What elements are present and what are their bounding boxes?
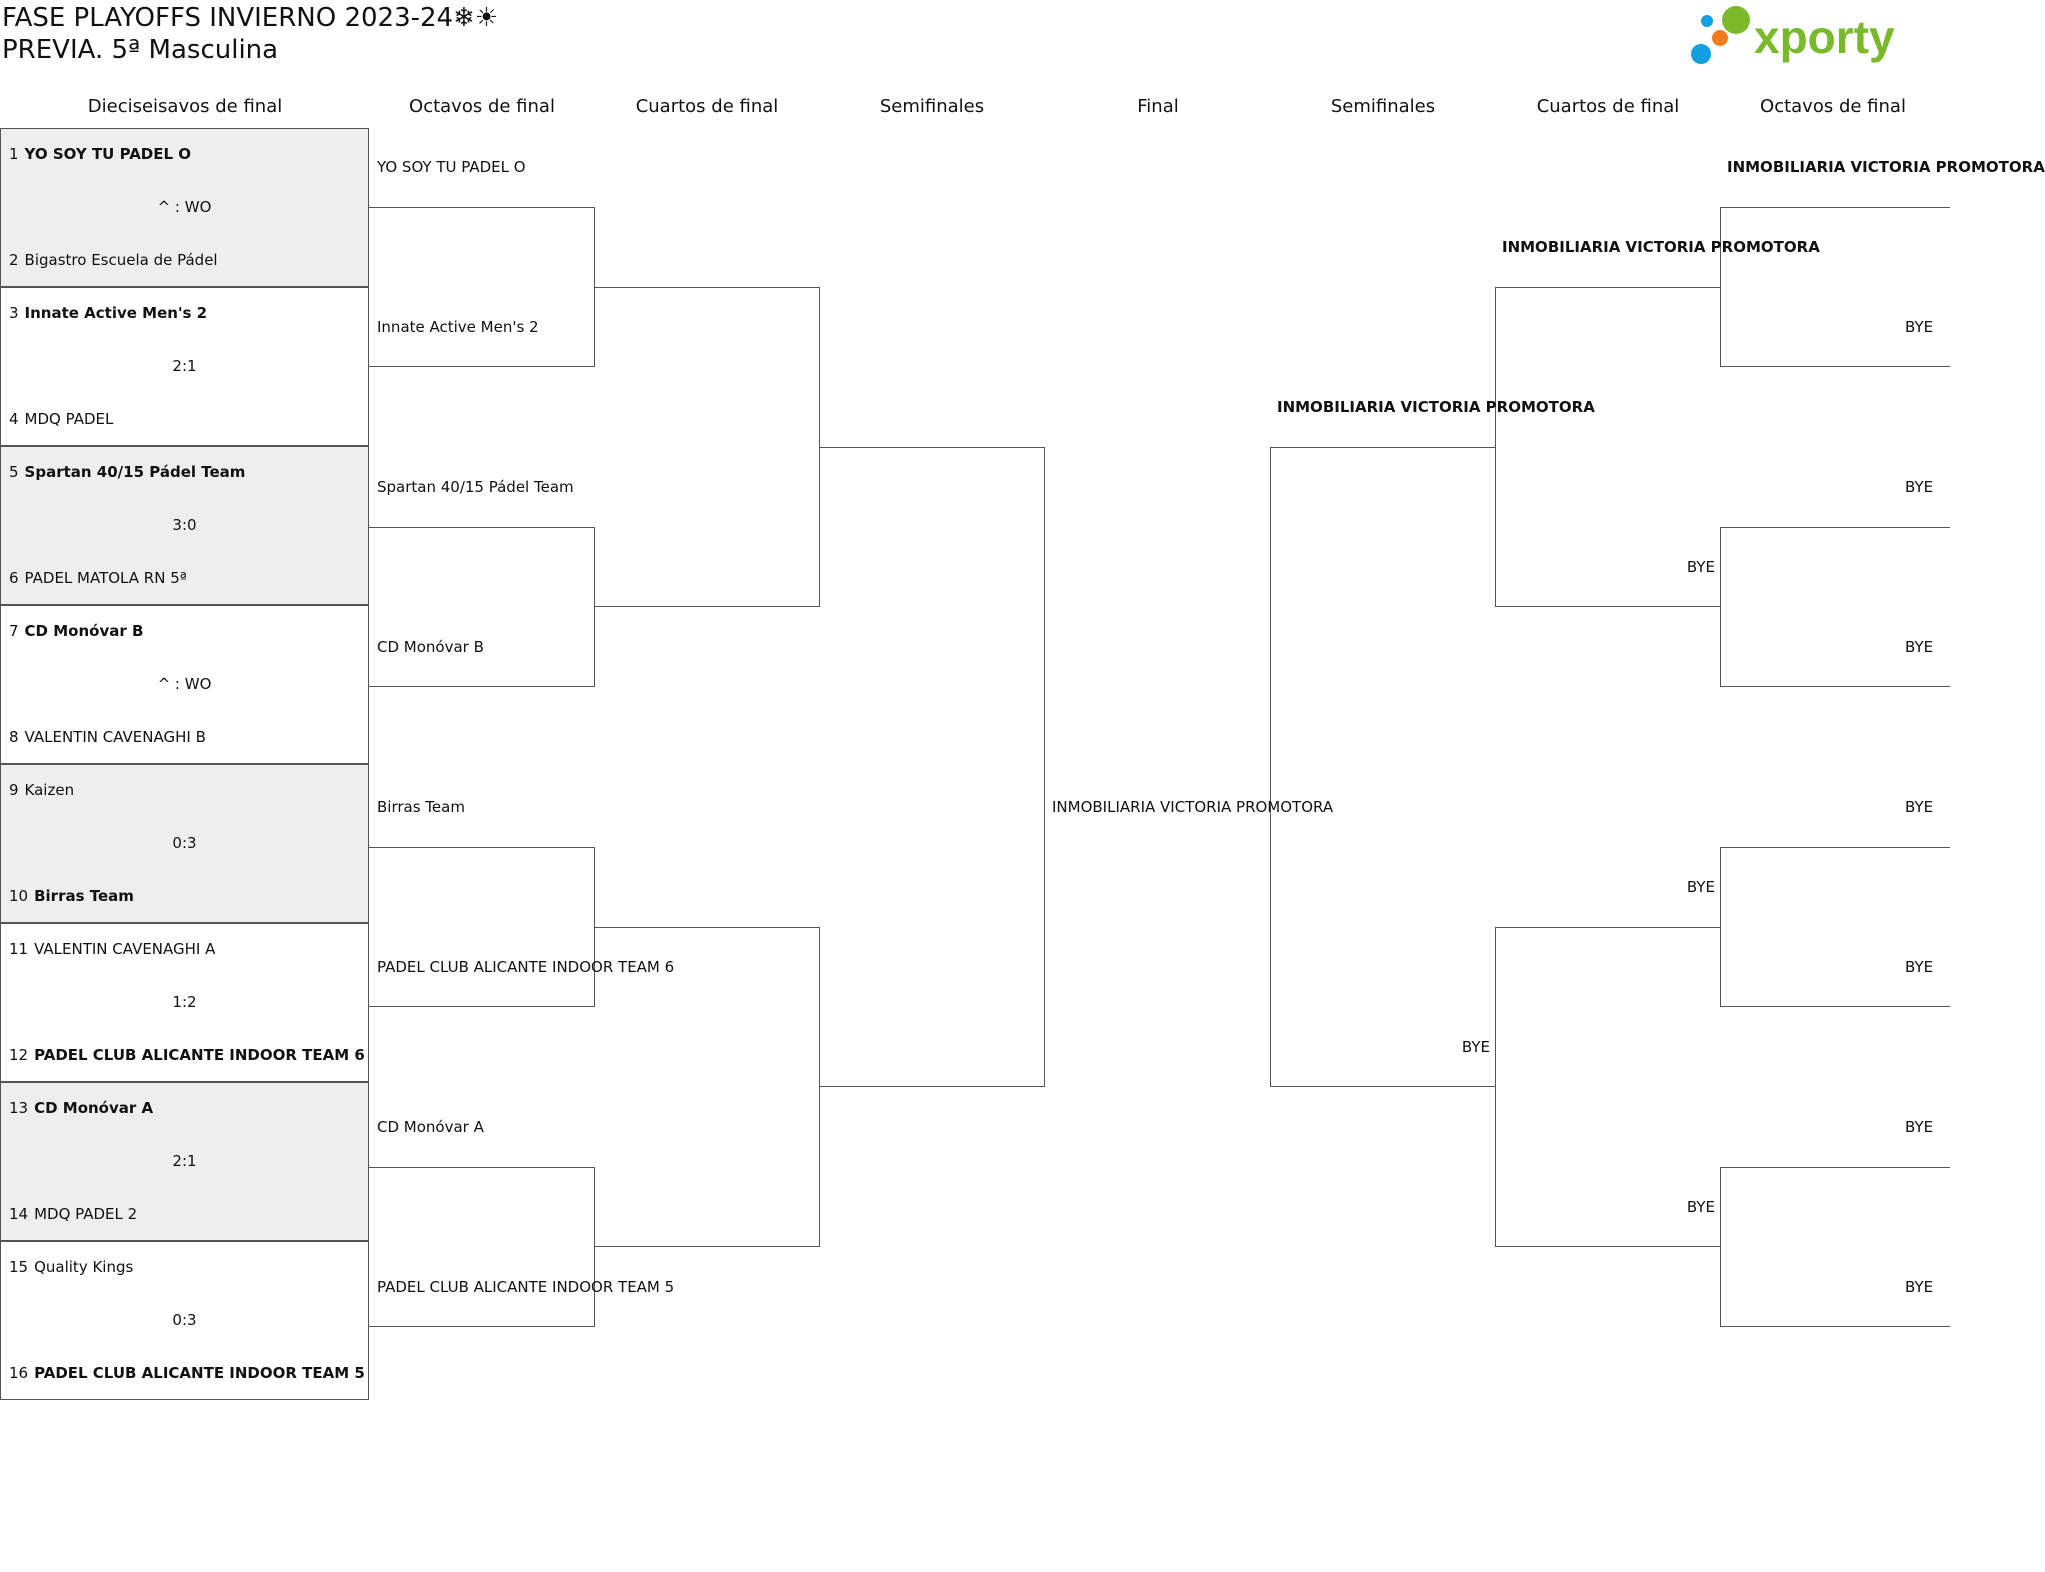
octavos-team: YO SOY TU PADEL O: [377, 158, 526, 176]
seed-number: 10: [9, 887, 29, 905]
match-score: 0:3: [172, 834, 197, 852]
bracket-connector: [1720, 207, 1950, 367]
seed-number: 15: [9, 1258, 29, 1276]
seed-number: 8: [9, 728, 19, 746]
seed-number: 11: [9, 940, 29, 958]
match-box[interactable]: [0, 764, 369, 923]
logo-dot-blue-small: [1701, 15, 1713, 27]
team-name: Innate Active Men's 2: [24, 304, 208, 322]
octavos-team: PADEL CLUB ALICANTE INDOOR TEAM 5: [377, 1278, 675, 1296]
logo-dot-orange: [1712, 30, 1728, 46]
team-row[interactable]: [9, 1045, 365, 1065]
round-header: Cuartos de final: [635, 96, 779, 117]
octavos-team: BYE: [1905, 478, 1934, 496]
round-header: Octavos de final: [409, 96, 555, 117]
bracket-connector: [820, 447, 1045, 1087]
team-row[interactable]: [9, 886, 134, 906]
team-row[interactable]: [9, 1257, 133, 1277]
round-header: Semifinales: [879, 96, 985, 117]
team-name: Quality Kings: [34, 1258, 134, 1276]
match-score: 2:1: [172, 1152, 197, 1170]
octavos-team: PADEL CLUB ALICANTE INDOOR TEAM 6: [377, 958, 675, 976]
match-box[interactable]: [0, 287, 369, 446]
semis-team: INMOBILIARIA VICTORIA PROMOTORA: [1277, 398, 1595, 416]
octavos-team: BYE: [1905, 1278, 1934, 1296]
match-box[interactable]: [0, 1241, 369, 1400]
logo-dot-green: [1722, 6, 1750, 34]
xporty-logo: [1688, 2, 1918, 70]
team-row[interactable]: [9, 727, 206, 747]
match-box[interactable]: [0, 128, 369, 287]
team-name: PADEL CLUB ALICANTE INDOOR TEAM 5: [34, 1364, 365, 1382]
octavos-team: Birras Team: [377, 798, 465, 816]
octavos-team: CD Monóvar A: [377, 1118, 484, 1136]
octavos-team: BYE: [1905, 638, 1934, 656]
page-title: FASE PLAYOFFS INVIERNO 2023-24❄☀: [2, 3, 499, 33]
semis-team: BYE: [1461, 1038, 1490, 1056]
octavos-team: BYE: [1905, 798, 1934, 816]
octavos-team: BYE: [1905, 1118, 1934, 1136]
cuartos-team: BYE: [1686, 1198, 1715, 1216]
seed-number: 7: [9, 622, 19, 640]
bracket-connector: [369, 847, 675, 1007]
team-row[interactable]: [9, 144, 191, 164]
bracket-connector: [369, 1167, 675, 1327]
team-name: PADEL MATOLA RN 5ª: [24, 569, 187, 587]
team-name: Bigastro Escuela de Pádel: [24, 251, 218, 269]
match-score: 3:0: [172, 516, 197, 534]
final-team: INMOBILIARIA VICTORIA PROMOTORA: [1052, 798, 1334, 816]
bracket-connector: [1720, 1167, 1950, 1327]
team-name: MDQ PADEL: [24, 410, 114, 428]
round-header: Final: [1137, 96, 1179, 117]
cuartos-team: INMOBILIARIA VICTORIA PROMOTORA: [1502, 238, 1820, 256]
match-score: 2:1: [172, 357, 197, 375]
seed-number: 1: [9, 145, 19, 163]
logo-dot-blue-large: [1691, 44, 1711, 64]
seed-number: 3: [9, 304, 19, 322]
match-score: 0:3: [172, 1311, 197, 1329]
seed-number: 12: [9, 1046, 29, 1064]
team-row[interactable]: [9, 1363, 365, 1383]
team-row[interactable]: [9, 621, 143, 641]
bracket-connector: [1270, 447, 1495, 1087]
match-score: ^ : WO: [157, 198, 212, 216]
seed-number: 9: [9, 781, 19, 799]
round-header: Octavos de final: [1760, 96, 1906, 117]
octavos-team: Innate Active Men's 2: [377, 318, 539, 336]
team-name: MDQ PADEL 2: [34, 1205, 138, 1223]
match-box[interactable]: [0, 605, 369, 764]
match-box[interactable]: [0, 446, 369, 605]
team-row[interactable]: [9, 939, 215, 959]
logo-wordmark: xporty: [1754, 11, 1895, 63]
octavos-team: BYE: [1905, 318, 1934, 336]
team-row[interactable]: [9, 409, 113, 429]
seed-number: 4: [9, 410, 19, 428]
bracket-connector: [369, 207, 595, 367]
match-score: 1:2: [172, 993, 197, 1011]
seed-number: 5: [9, 463, 19, 481]
team-name: VALENTIN CAVENAGHI A: [34, 940, 216, 958]
team-row[interactable]: [9, 1204, 137, 1224]
round-header: Cuartos de final: [1536, 96, 1680, 117]
team-name: Kaizen: [24, 781, 75, 799]
team-name: Birras Team: [34, 887, 134, 905]
team-name: CD Monóvar A: [34, 1099, 154, 1117]
match-box[interactable]: [0, 923, 369, 1082]
bracket-connector: [1720, 847, 1950, 1007]
seed-number: 6: [9, 569, 19, 587]
octavos-team: INMOBILIARIA VICTORIA PROMOTORA: [1727, 158, 2045, 176]
bracket-connector: [1720, 527, 1950, 687]
octavos-team: BYE: [1905, 958, 1934, 976]
match-box[interactable]: [0, 1082, 369, 1241]
round-header: Semifinales: [1330, 96, 1436, 117]
match-score: ^ : WO: [157, 675, 212, 693]
team-name: PADEL CLUB ALICANTE INDOOR TEAM 6: [34, 1046, 365, 1064]
team-name: YO SOY TU PADEL O: [24, 145, 192, 163]
page-subtitle: PREVIA. 5ª Masculina: [2, 35, 279, 65]
team-name: CD Monóvar B: [24, 622, 144, 640]
bracket-connector: [595, 287, 820, 607]
cuartos-team: BYE: [1686, 558, 1715, 576]
team-row[interactable]: [9, 303, 207, 323]
team-row[interactable]: [9, 568, 187, 588]
team-row[interactable]: [9, 1098, 153, 1118]
team-row[interactable]: [9, 250, 218, 270]
team-row[interactable]: [9, 780, 74, 800]
seed-number: 2: [9, 251, 19, 269]
seed-number: 14: [9, 1205, 29, 1223]
seed-number: 13: [9, 1099, 29, 1117]
round-header: Dieciseisavos de final: [87, 96, 283, 117]
bracket-connector: [369, 527, 595, 687]
octavos-team: Spartan 40/15 Pádel Team: [377, 478, 574, 496]
team-name: VALENTIN CAVENAGHI B: [24, 728, 206, 746]
team-row[interactable]: [9, 462, 245, 482]
cuartos-team: BYE: [1686, 878, 1715, 896]
team-name: Spartan 40/15 Pádel Team: [24, 463, 246, 481]
octavos-team: CD Monóvar B: [377, 638, 484, 656]
seed-number: 16: [9, 1364, 29, 1382]
